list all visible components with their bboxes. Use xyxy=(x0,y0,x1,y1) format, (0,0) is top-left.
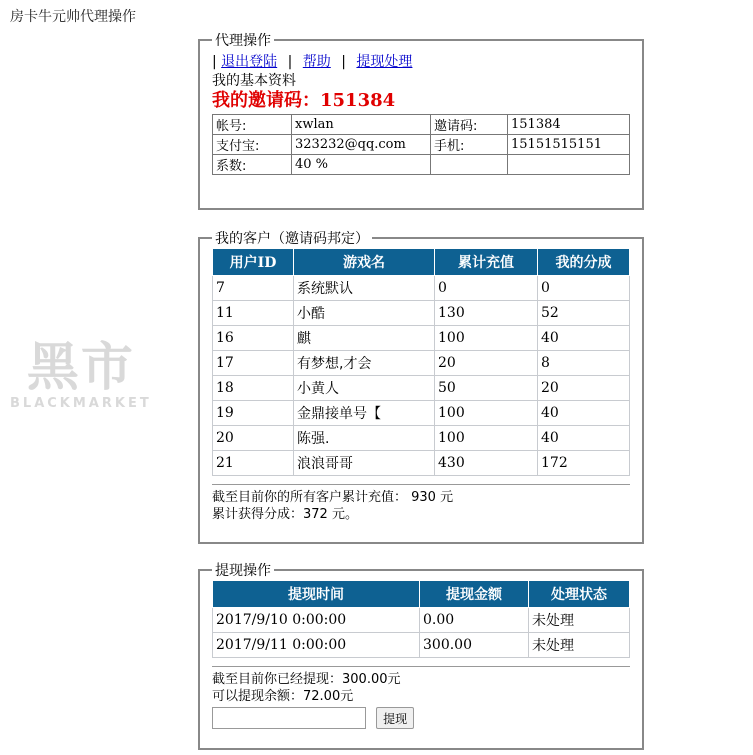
nav-separator: | xyxy=(212,54,217,70)
table-cell: 130 xyxy=(435,301,538,326)
logout-link[interactable]: 退出登陆 xyxy=(221,54,278,70)
summary-balance: 可以提现余额：72.00元 xyxy=(212,689,354,704)
table-cell: 0.00 xyxy=(420,608,529,633)
info-cell: 15151515151 xyxy=(508,135,630,155)
info-cell: 151384 xyxy=(508,115,630,135)
customers-table xyxy=(212,248,630,476)
table-row xyxy=(213,351,630,376)
table-cell: 0 xyxy=(538,276,630,301)
customers-summary xyxy=(212,489,630,523)
info-cell xyxy=(431,155,508,175)
table-cell: 浪浪哥哥 xyxy=(294,451,435,476)
table-cell: 系统默认 xyxy=(294,276,435,301)
customers-table-body xyxy=(213,276,630,476)
withdraw-panel xyxy=(198,560,644,750)
summary-total-recharge: 截至目前你的所有客户累计充值： 930 元 xyxy=(212,490,454,505)
withdraw-form xyxy=(212,707,630,729)
watermark-text: 黑市 xyxy=(26,338,135,398)
withdraw-table-body xyxy=(213,608,630,658)
table-cell: 麒 xyxy=(294,326,435,351)
column-header: 我的分成 xyxy=(538,249,630,276)
table-cell: 8 xyxy=(538,351,630,376)
info-cell: 支付宝: xyxy=(213,135,292,155)
info-cell: 邀请码: xyxy=(431,115,508,135)
withdraw-process-link[interactable]: 提现处理 xyxy=(356,54,413,70)
column-header: 用户ID xyxy=(213,249,294,276)
table-cell: 0 xyxy=(435,276,538,301)
table-cell: 金鼎接单号【 xyxy=(294,401,435,426)
divider xyxy=(212,484,630,485)
blackmarket-watermark xyxy=(10,340,152,411)
table-cell: 2017/9/10 0:00:00 xyxy=(213,608,420,633)
info-cell: 帐号: xyxy=(213,115,292,135)
table-row xyxy=(213,301,630,326)
table-cell: 100 xyxy=(435,426,538,451)
table-cell: 7 xyxy=(213,276,294,301)
table-row xyxy=(213,401,630,426)
agent-ops-legend: 代理操作 xyxy=(215,33,271,49)
info-cell: 手机: xyxy=(431,135,508,155)
withdraw-amount-input[interactable] xyxy=(212,707,366,729)
summary-withdrawn: 截至目前你已经提现：300.00元 xyxy=(212,672,401,687)
table-cell: 300.00 xyxy=(420,633,529,658)
column-header: 提现时间 xyxy=(213,581,420,608)
table-row xyxy=(213,276,630,301)
watermark-subtext: BLACKMARKET xyxy=(10,396,152,411)
table-row xyxy=(213,633,630,658)
withdraw-legend: 提现操作 xyxy=(215,563,271,579)
table-cell: 40 xyxy=(538,426,630,451)
table-cell: 小黄人 xyxy=(294,376,435,401)
table-row xyxy=(213,608,630,633)
divider xyxy=(212,666,630,667)
info-cell: 323232@qq.com xyxy=(292,135,431,155)
table-header-row xyxy=(213,249,630,276)
info-cell: 系数: xyxy=(213,155,292,175)
table-cell: 20 xyxy=(435,351,538,376)
page-title: 房卡牛元帅代理操作 xyxy=(10,9,136,25)
nav-separator: | xyxy=(341,54,346,70)
table-cell: 172 xyxy=(538,451,630,476)
table-cell: 430 xyxy=(435,451,538,476)
table-row xyxy=(213,426,630,451)
info-cell xyxy=(508,155,630,175)
column-header: 游戏名 xyxy=(294,249,435,276)
info-row xyxy=(213,135,630,155)
basic-info-table xyxy=(212,114,630,175)
invite-code-line: 我的邀请码：151384 xyxy=(212,90,396,111)
table-cell: 100 xyxy=(435,401,538,426)
table-cell: 17 xyxy=(213,351,294,376)
table-cell: 20 xyxy=(213,426,294,451)
agent-ops-panel xyxy=(198,30,644,210)
summary-total-share: 累计获得分成：372 元。 xyxy=(212,507,358,522)
table-cell: 50 xyxy=(435,376,538,401)
table-cell: 21 xyxy=(213,451,294,476)
column-header: 处理状态 xyxy=(529,581,630,608)
table-cell: 有梦想,才会 xyxy=(294,351,435,376)
table-row xyxy=(213,376,630,401)
table-row xyxy=(213,326,630,351)
withdraw-button[interactable]: 提现 xyxy=(376,707,414,729)
table-cell: 陈强. xyxy=(294,426,435,451)
table-cell: 未处理 xyxy=(529,633,630,658)
info-cell: 40 % xyxy=(292,155,431,175)
table-cell: 小酷 xyxy=(294,301,435,326)
customers-legend: 我的客户（邀请码邦定） xyxy=(215,231,369,247)
column-header: 累计充值 xyxy=(435,249,538,276)
withdraw-table xyxy=(212,580,630,658)
table-cell: 19 xyxy=(213,401,294,426)
table-cell: 100 xyxy=(435,326,538,351)
table-row xyxy=(213,451,630,476)
table-cell: 18 xyxy=(213,376,294,401)
table-cell: 11 xyxy=(213,301,294,326)
table-cell: 52 xyxy=(538,301,630,326)
table-cell: 16 xyxy=(213,326,294,351)
help-link[interactable]: 帮助 xyxy=(302,54,331,70)
info-cell: xwlan xyxy=(292,115,431,135)
info-row xyxy=(213,115,630,135)
table-cell: 20 xyxy=(538,376,630,401)
basic-info-label: 我的基本资料 xyxy=(212,73,296,89)
column-header: 提现金额 xyxy=(420,581,529,608)
agent-nav xyxy=(212,52,630,72)
table-cell: 40 xyxy=(538,326,630,351)
withdraw-summary xyxy=(212,671,630,705)
table-header-row xyxy=(213,581,630,608)
info-row xyxy=(213,155,630,175)
table-cell: 40 xyxy=(538,401,630,426)
table-cell: 2017/9/11 0:00:00 xyxy=(213,633,420,658)
nav-separator: | xyxy=(287,54,293,70)
customers-panel xyxy=(198,228,644,544)
table-cell: 未处理 xyxy=(529,608,630,633)
